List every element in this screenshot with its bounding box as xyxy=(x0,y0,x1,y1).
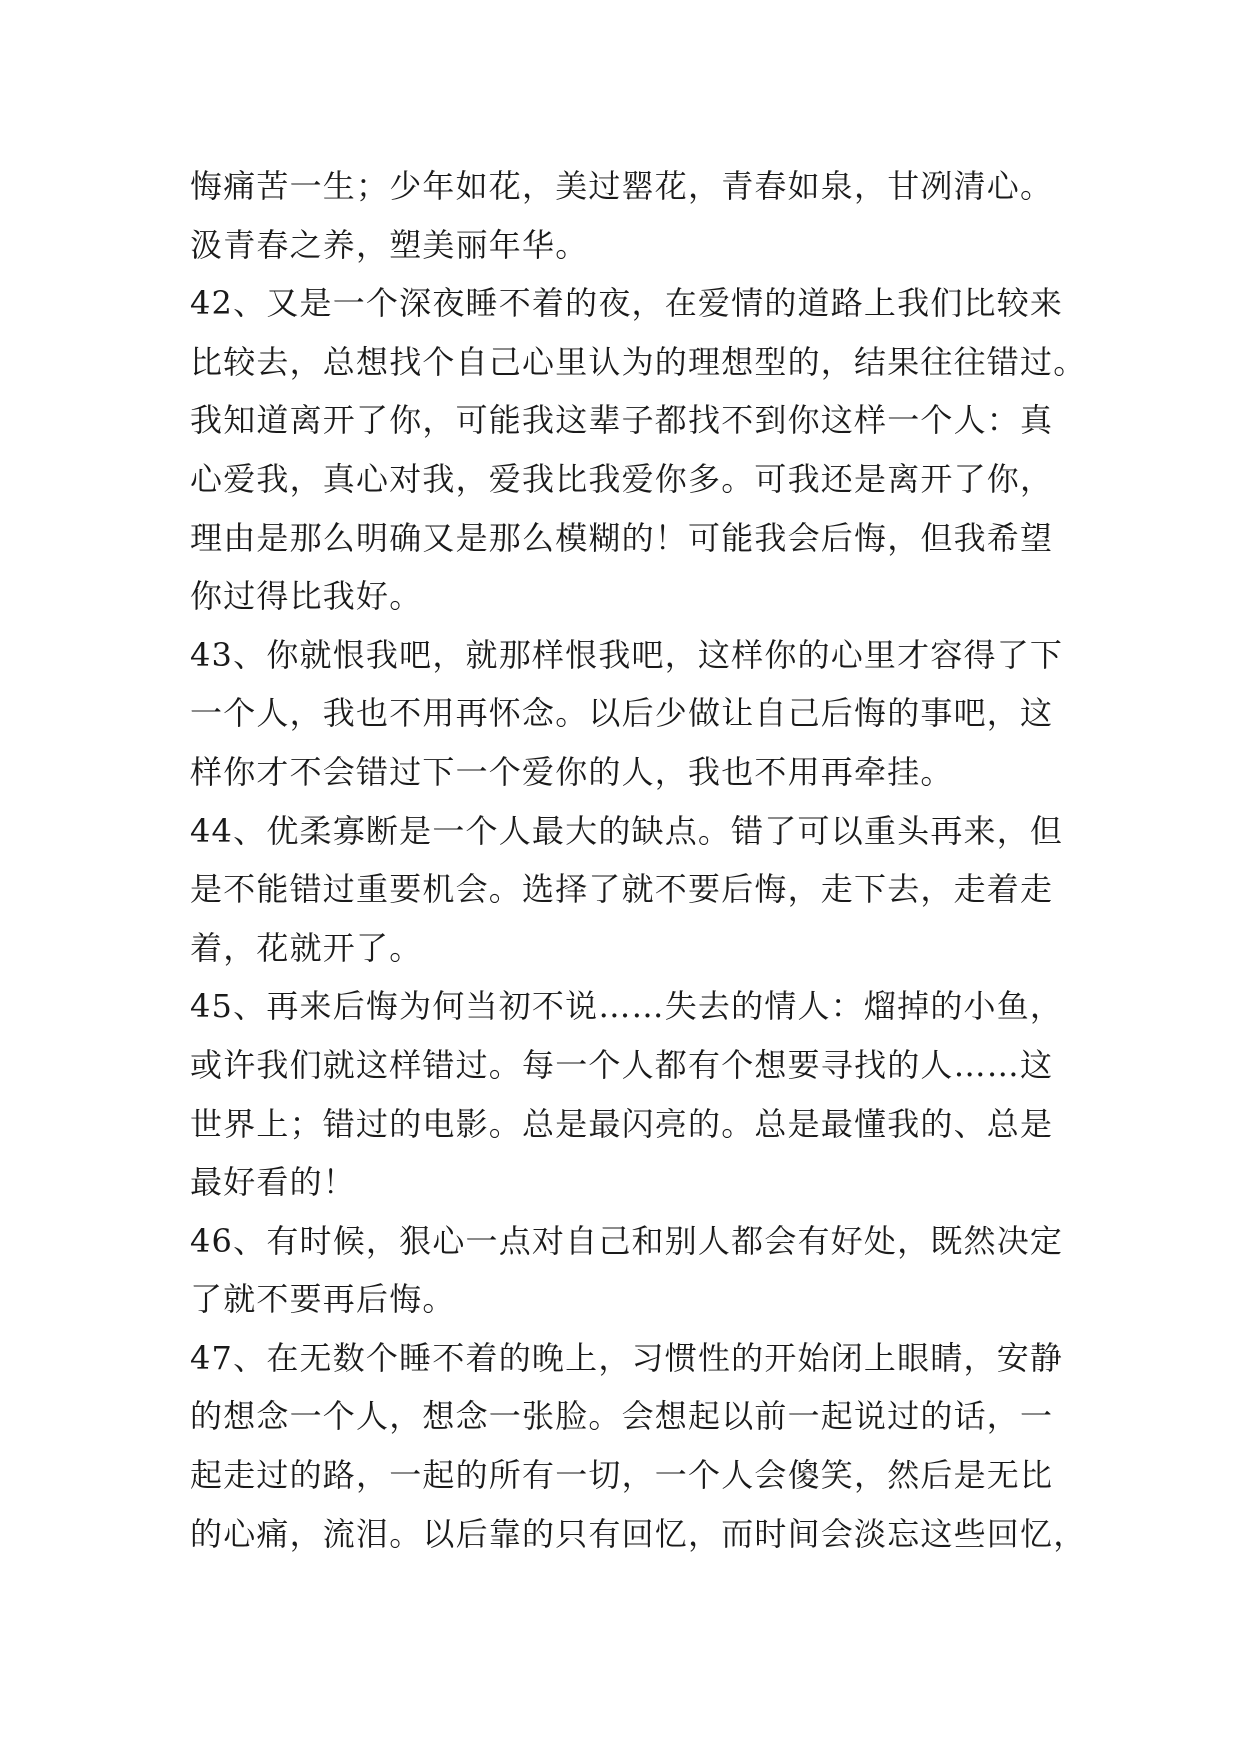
text-line: 样你才不会错过下一个爱你的人，我也不用再牵挂。 xyxy=(190,752,954,791)
text-line: 最好看的！ xyxy=(190,1163,357,1202)
text-line: 43、你就恨我吧，就那样恨我吧，这样你的心里才容得了下 xyxy=(190,635,1064,674)
text-line: 着，花就开了。 xyxy=(190,928,423,967)
paragraph-47 xyxy=(190,1329,1087,1563)
text-line: 悔痛苦一生；少年如花，美过罂花，青春如泉，甘冽清心。 xyxy=(190,167,1054,205)
text-line: 一个人，我也不用再怀念。以后少做让自己后悔的事吧，这 xyxy=(190,694,1054,733)
text-line: 44、优柔寡断是一个人最大的缺点。错了可以重头再来，但 xyxy=(190,811,1064,850)
paragraph-continuation xyxy=(190,157,1060,274)
text-line: 45、再来后悔为何当初不说……失去的情人：熘掉的小鱼， xyxy=(190,987,1064,1026)
paragraph-46 xyxy=(190,1212,1064,1329)
paragraph-42 xyxy=(190,274,1087,626)
text-line: 心爱我，真心对我，爱我比我爱你多。可我还是离开了你， xyxy=(190,459,1054,498)
text-line: 汲青春之养，塑美丽年华。 xyxy=(190,225,589,264)
text-line: 46、有时候，狠心一点对自己和别人都会有好处，既然决定 xyxy=(190,1221,1064,1260)
text-line: 的想念一个人，想念一张脸。会想起以前一起说过的话，一 xyxy=(190,1397,1054,1436)
document-body xyxy=(190,157,1087,1563)
paragraph-43 xyxy=(190,626,1064,802)
text-line: 你过得比我好。 xyxy=(190,577,423,616)
text-line: 的心痛，流泪。以后靠的只有回忆，而时间会淡忘这些回忆， xyxy=(190,1514,1087,1553)
text-line: 比较去，总想找个自己心里认为的理想型的，结果往往错过。 xyxy=(190,342,1087,381)
paragraph-45 xyxy=(190,977,1064,1211)
text-line: 起走过的路，一起的所有一切，一个人会傻笑，然后是无比 xyxy=(190,1456,1054,1495)
text-line: 世界上；错过的电影。总是最闪亮的。总是最懂我的、总是 xyxy=(190,1104,1054,1143)
text-line: 了就不要再后悔。 xyxy=(190,1280,456,1319)
text-line: 是不能错过重要机会。选择了就不要后悔，走下去，走着走 xyxy=(190,870,1054,909)
text-line: 47、在无数个睡不着的晚上，习惯性的开始闭上眼睛，安静 xyxy=(190,1338,1064,1377)
paragraph-44 xyxy=(190,802,1064,978)
text-line: 42、又是一个深夜睡不着的夜，在爱情的道路上我们比较来 xyxy=(190,284,1064,323)
text-line: 理由是那么明确又是那么模糊的！可能我会后悔，但我希望 xyxy=(190,518,1054,557)
text-line: 或许我们就这样错过。每一个人都有个想要寻找的人……这 xyxy=(190,1045,1054,1084)
text-line: 我知道离开了你，可能我这辈子都找不到你这样一个人：真 xyxy=(190,401,1054,440)
